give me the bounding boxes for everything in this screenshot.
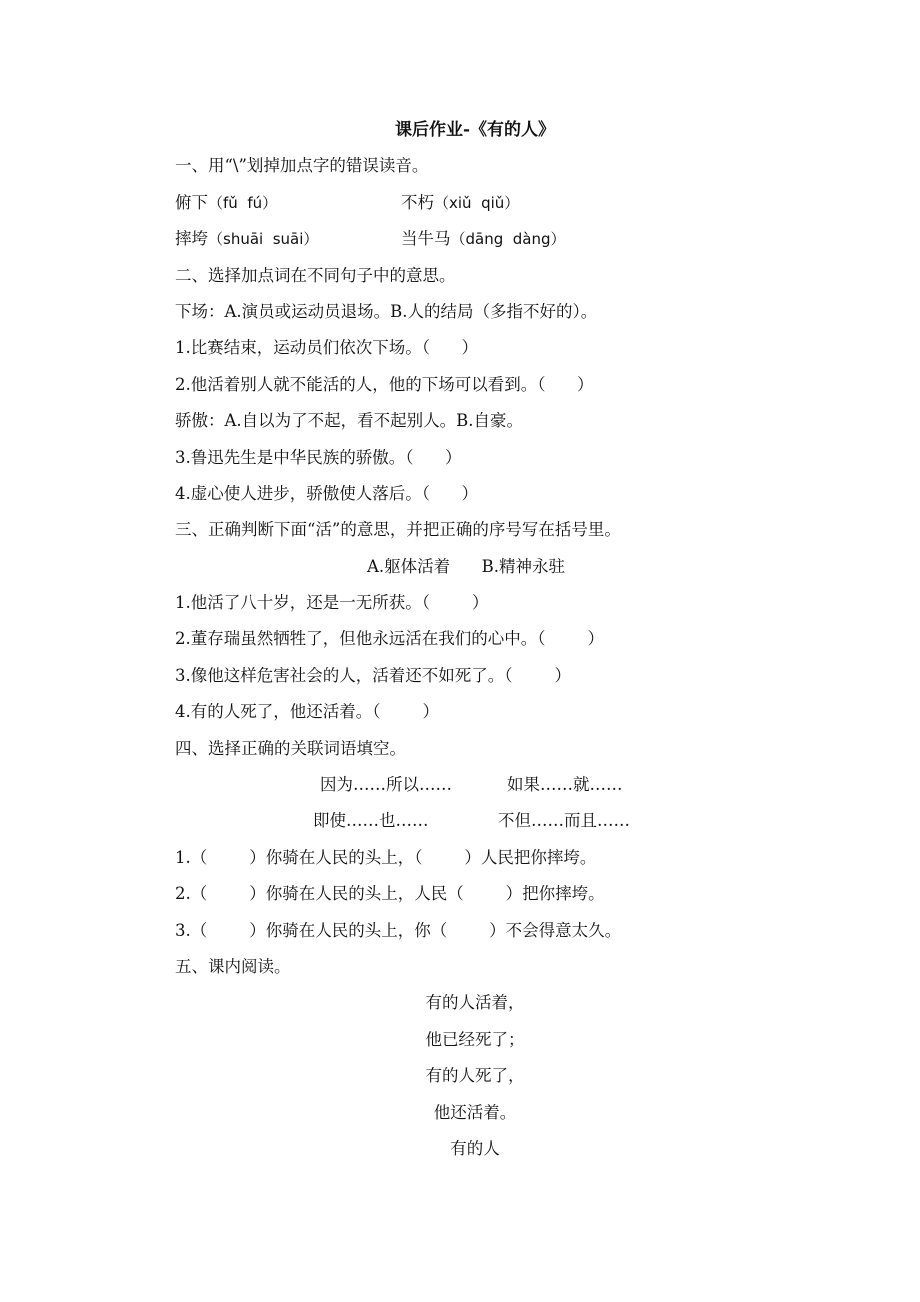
question-line: 3.像他这样危害社会的人，活着还不如死了。（ ）: [175, 665, 571, 685]
question-line: 1.他活了八十岁，还是一无所获。（ ）: [175, 593, 489, 613]
question-line: 1.（ ）你骑在人民的头上，（ ）人民把你摔垮。: [175, 847, 597, 867]
conjunction-options: [175, 803, 775, 839]
question-line: 骄傲：A.自以为了不起，看不起别人。B.自豪。: [175, 411, 524, 431]
word: 当牛马: [401, 229, 451, 249]
pinyin-options: （fǔ fú）: [208, 193, 278, 212]
section2-heading: 二、选择加点词在不同句子中的意思。: [175, 265, 456, 285]
question-line: 2.董存瑞虽然牺牲了，但他永远活在我们的心中。（ ）: [175, 629, 604, 649]
poem-line: 他已经死了；: [425, 1029, 525, 1049]
conjunction-option: 不但……而且……: [498, 811, 630, 831]
pinyin-row: [175, 185, 775, 221]
question-line: 2.他活着别人就不能活的人，他的下场可以看到。（ ）: [175, 374, 594, 394]
word: 摔垮: [175, 229, 208, 249]
conjunction-option: 因为……所以……: [320, 775, 452, 795]
poem-line: 有的人活着，: [425, 993, 525, 1013]
question-line: 下场：A.演员或运动员退场。B.人的结局（多指不好的）。: [175, 301, 598, 321]
question-line: 4.有的人死了，他还活着。（ ）: [175, 702, 439, 722]
poem-line: 有的人死了，: [425, 1066, 525, 1086]
conjunction-options: [175, 767, 775, 803]
conjunction-option: 即使……也……: [313, 811, 429, 831]
pinyin-options: （xiǔ qiǔ）: [434, 193, 520, 212]
worksheet: [175, 112, 775, 1167]
question-line: 4.虚心使人进步，骄傲使人落后。（ ）: [175, 483, 478, 503]
word: 俯下: [175, 192, 208, 212]
conjunction-option: 如果……就……: [507, 775, 623, 795]
question-line: 1.比赛结束，运动员们依次下场。（ ）: [175, 338, 478, 358]
word: 不朽: [401, 192, 434, 212]
section1-heading: 一、用“\”划掉加点字的错误读音。: [175, 156, 429, 176]
poem-line: 有的人: [450, 1138, 500, 1158]
page-title: 课后作业-《有的人》: [394, 120, 556, 140]
question-line: 2.（ ）你骑在人民的头上，人民（ ）把你摔垮。: [175, 884, 605, 904]
section4-heading: 四、选择正确的关联词语填空。: [175, 738, 406, 758]
meaning-options: A.躯体活着 B.精神永驻: [367, 556, 565, 576]
section3-heading: 三、正确判断下面“活”的意思，并把正确的序号写在括号里。: [175, 520, 621, 540]
poem-line: 他还活着。: [433, 1102, 517, 1122]
question-line: 3.（ ）你骑在人民的头上，你（ ）不会得意太久。: [175, 920, 622, 940]
pinyin-options: （shuāi suāi）: [208, 230, 319, 249]
pinyin-options: （dāng dàng）: [450, 230, 566, 249]
section5-heading: 五、课内阅读。: [175, 956, 291, 976]
pinyin-row: [175, 221, 775, 257]
question-line: 3.鲁迅先生是中华民族的骄傲。（ ）: [175, 447, 462, 467]
